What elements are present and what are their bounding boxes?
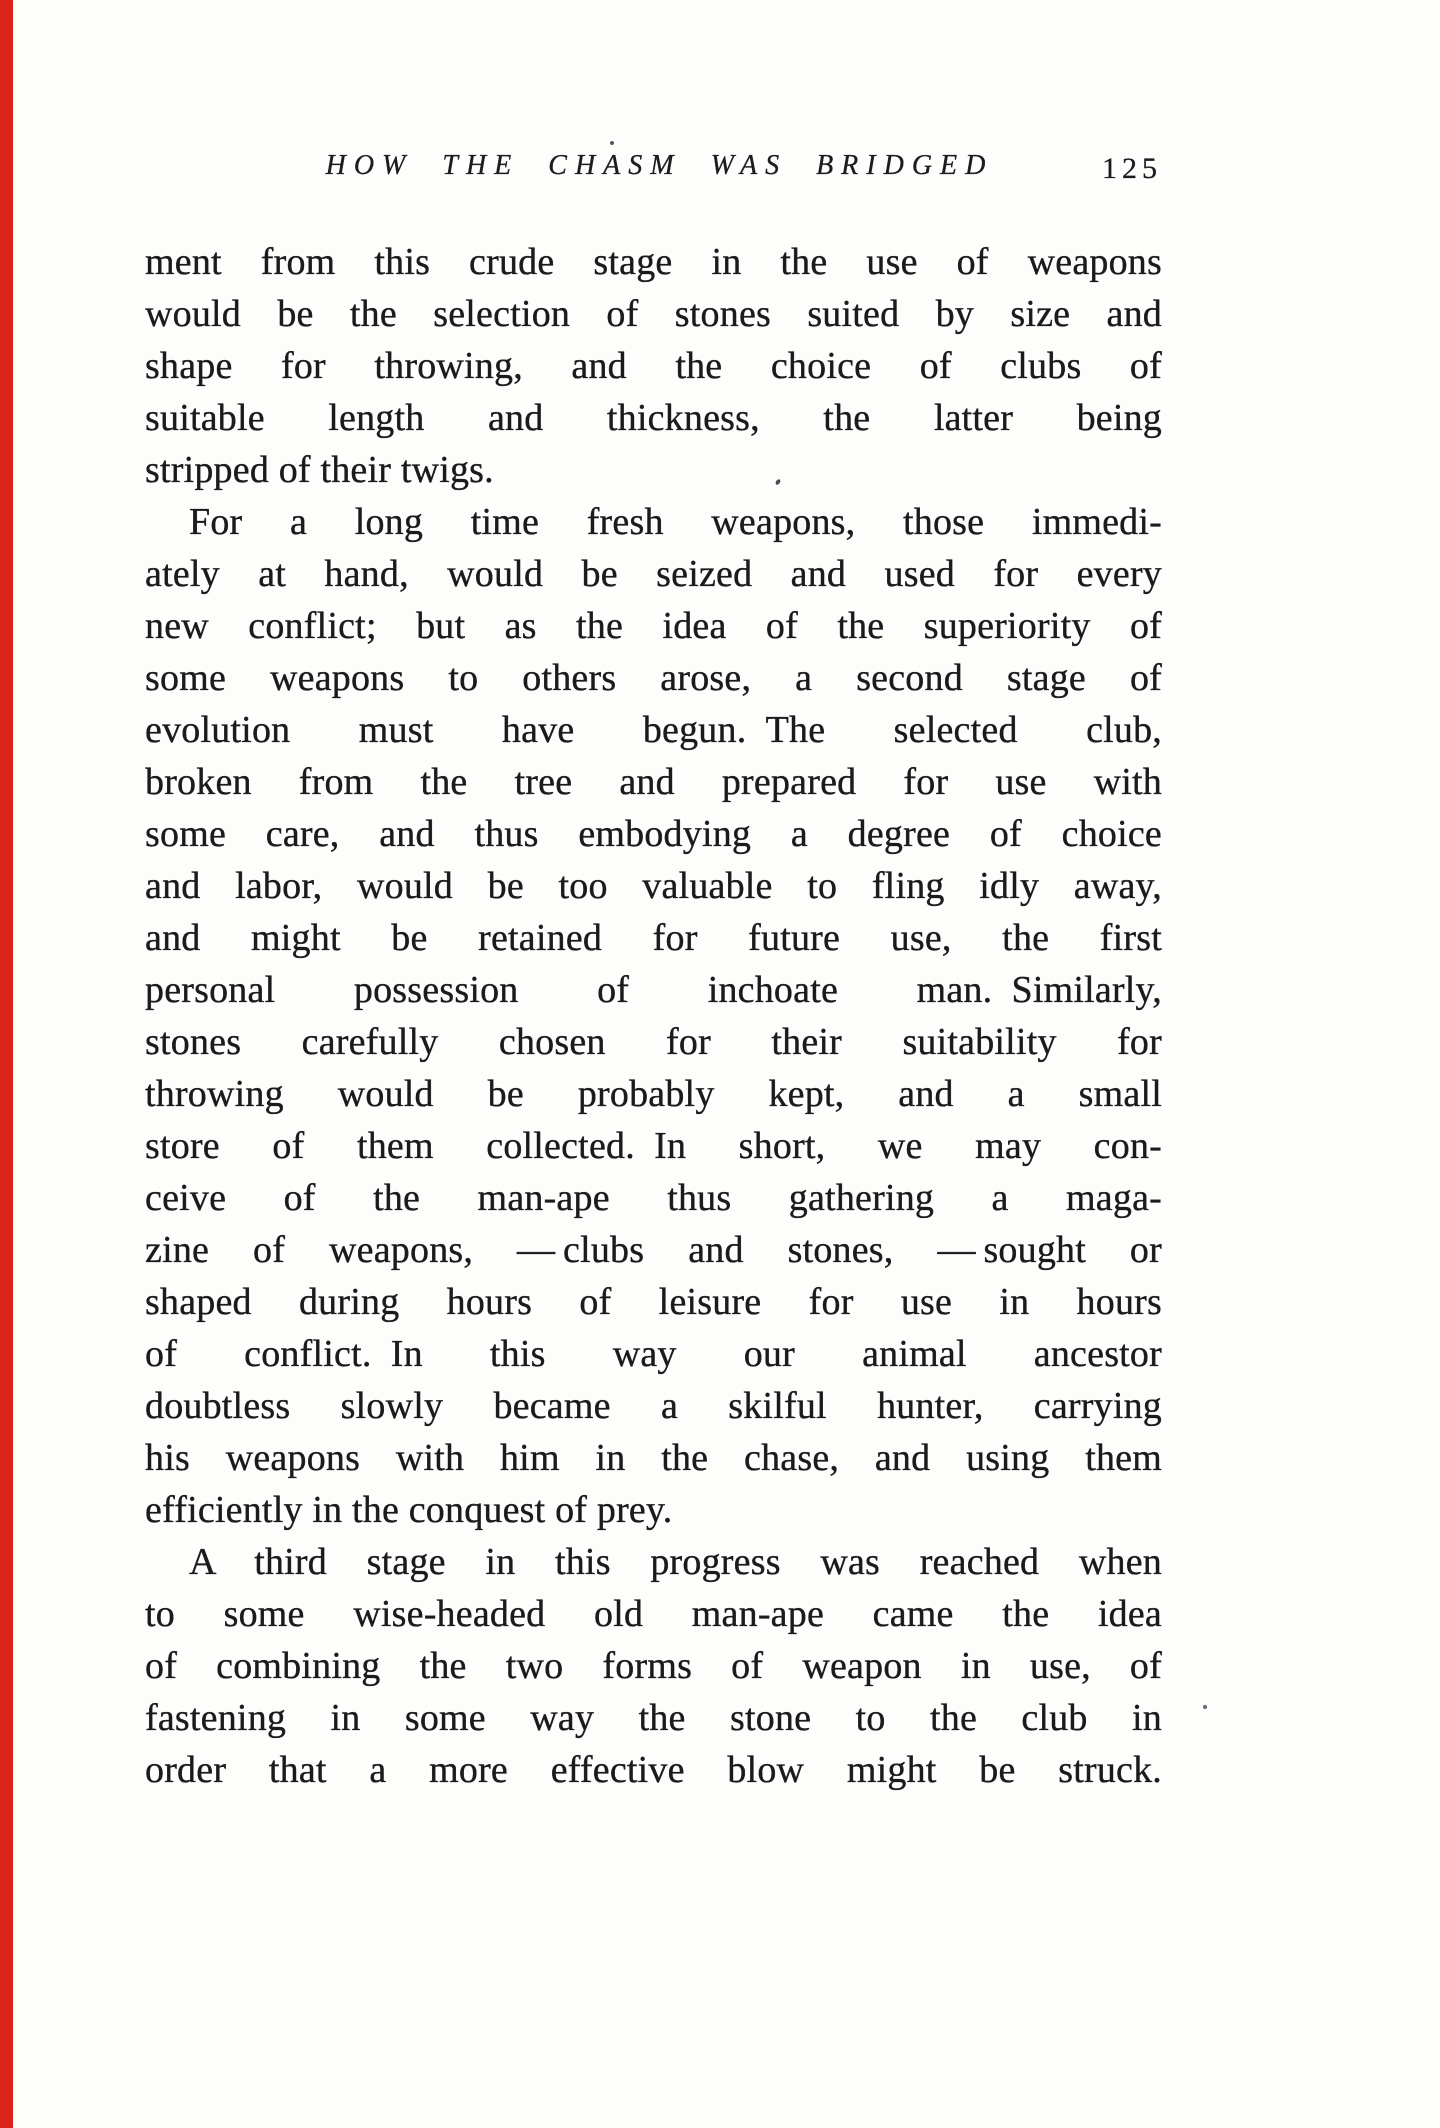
body-line: ately at hand, would be seized and used for every bbox=[145, 553, 1162, 595]
body-line: and might be retained for future use, the first bbox=[145, 917, 1162, 959]
body-text-block bbox=[145, 236, 1162, 1796]
scan-speck bbox=[1203, 1705, 1207, 1709]
body-line: stripped of their twigs. bbox=[145, 449, 494, 491]
body-line: of conflict. In this way our animal ancestor bbox=[145, 1333, 1162, 1375]
body-line: suitable length and thickness, the latter being bbox=[145, 397, 1162, 439]
left-edge-color-strip bbox=[0, 0, 13, 2128]
body-line: some weapons to others arose, a second stage of bbox=[145, 657, 1162, 699]
body-line: order that a more effective blow might be struck. bbox=[145, 1749, 1162, 1791]
body-line: his weapons with him in the chase, and using them bbox=[145, 1437, 1162, 1479]
body-line: of combining the two forms of weapon in use, of bbox=[145, 1645, 1162, 1687]
body-line: throwing would be probably kept, and a small bbox=[145, 1073, 1162, 1115]
scan-speck bbox=[610, 141, 614, 145]
running-header bbox=[145, 150, 1162, 202]
body-line: shaped during hours of leisure for use in hours bbox=[145, 1281, 1162, 1323]
body-line: broken from the tree and prepared for use with bbox=[145, 761, 1162, 803]
body-line: personal possession of inchoate man. Similarly, bbox=[145, 969, 1162, 1011]
body-line: would be the selection of stones suited by size and bbox=[145, 293, 1162, 335]
body-line: to some wise-headed old man-ape came the idea bbox=[145, 1593, 1162, 1635]
body-line: For a long time fresh weapons, those immedi- bbox=[189, 501, 1162, 543]
body-line: doubtless slowly became a skilful hunter, carrying bbox=[145, 1385, 1162, 1427]
body-line: some care, and thus embodying a degree of choice bbox=[145, 813, 1162, 855]
body-line: A third stage in this progress was reached when bbox=[189, 1541, 1162, 1583]
page-number: 125 bbox=[1102, 152, 1162, 185]
body-line: ment from this crude stage in the use of weapons bbox=[145, 241, 1162, 283]
body-line: and labor, would be too valuable to fling idly away, bbox=[145, 865, 1162, 907]
body-line: evolution must have begun. The selected club, bbox=[145, 709, 1162, 751]
body-line: fastening in some way the stone to the club in bbox=[145, 1697, 1162, 1739]
body-line: shape for throwing, and the choice of clubs of bbox=[145, 345, 1162, 387]
body-line: stones carefully chosen for their suitability for bbox=[145, 1021, 1162, 1063]
running-title: HOW THE CHASM WAS BRIDGED bbox=[325, 150, 994, 181]
body-line: ceive of the man-ape thus gathering a maga- bbox=[145, 1177, 1162, 1219]
body-line: efficiently in the conquest of prey. bbox=[145, 1489, 673, 1531]
body-line: store of them collected. In short, we may con- bbox=[145, 1125, 1162, 1167]
body-line: new conflict; but as the idea of the superiority of bbox=[145, 605, 1162, 647]
body-line: zine of weapons, — clubs and stones, — sought or bbox=[145, 1229, 1162, 1271]
